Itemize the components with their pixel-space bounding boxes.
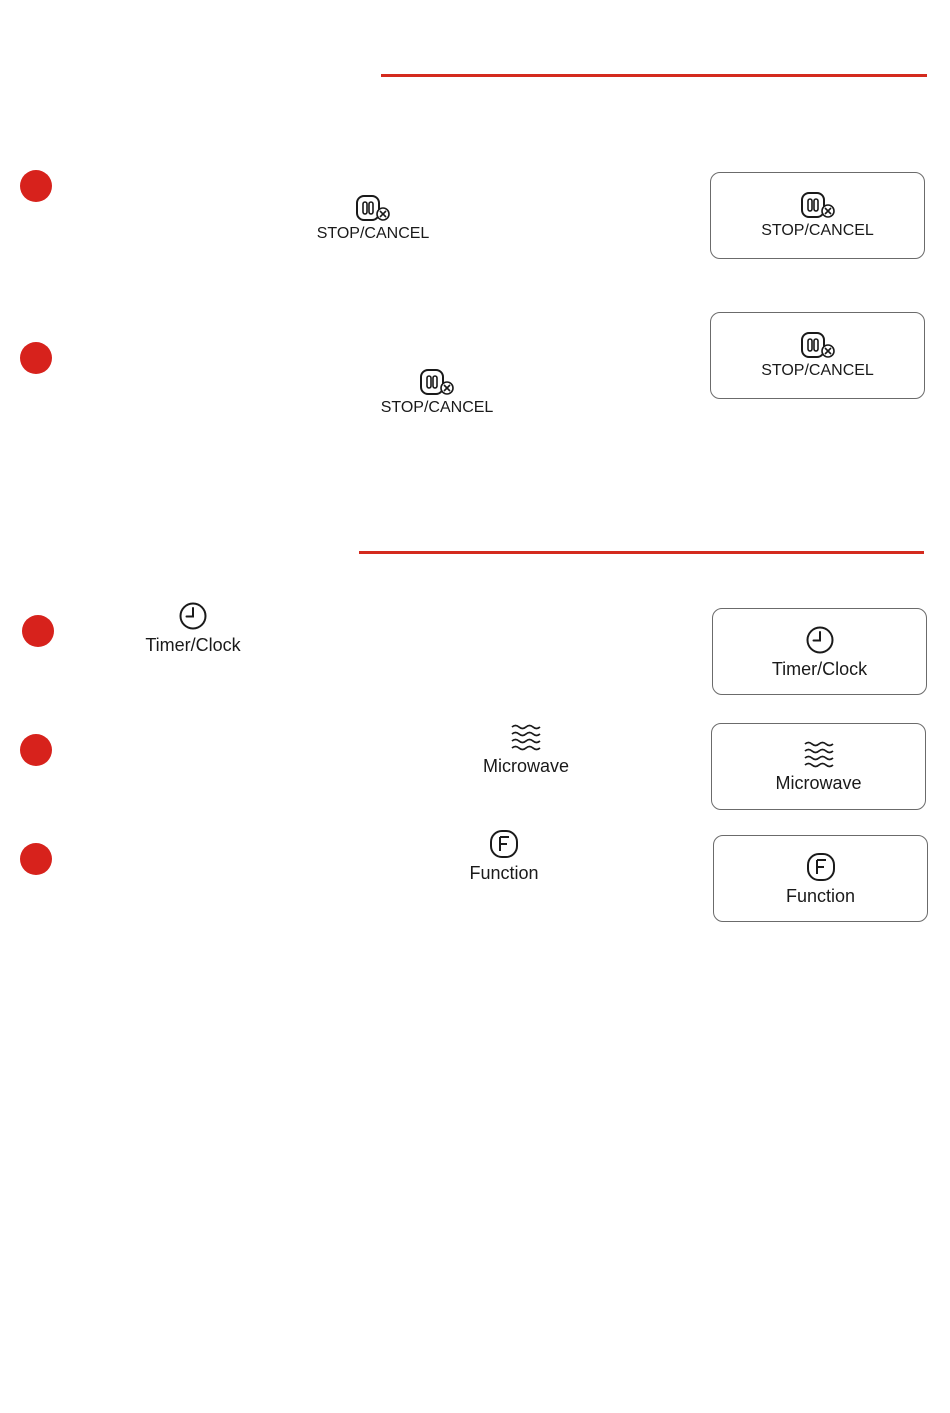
clock-icon xyxy=(805,625,835,655)
microwave-waves-icon xyxy=(510,724,542,752)
function-label: Function xyxy=(469,863,539,883)
stop-cancel-icon xyxy=(355,194,391,222)
stop-cancel-icon xyxy=(800,191,836,219)
section-2-header-rule xyxy=(359,551,924,554)
inline-stop-cancel-key-2 xyxy=(378,368,496,417)
timer-clock-label: Timer/Clock xyxy=(145,635,241,655)
stop-cancel-label: STOP/CANCEL xyxy=(316,225,430,242)
function-f-icon xyxy=(806,852,836,882)
step-marker-2 xyxy=(20,342,52,374)
inline-stop-cancel-key-1 xyxy=(314,194,432,243)
function-f-icon xyxy=(489,829,519,859)
inline-microwave-key xyxy=(466,724,586,776)
stop-cancel-button-label: STOP/CANCEL xyxy=(761,362,874,379)
inline-function-key xyxy=(444,829,564,883)
microwave-label: Microwave xyxy=(482,756,570,776)
inline-timer-clock-key xyxy=(133,601,253,655)
stop-cancel-icon xyxy=(800,331,836,359)
step-marker-5 xyxy=(20,843,52,875)
microwave-button-label: Microwave xyxy=(775,772,862,793)
step-marker-3 xyxy=(22,615,54,647)
microwave-button[interactable] xyxy=(711,723,926,810)
timer-clock-button-label: Timer/Clock xyxy=(771,658,868,679)
stop-cancel-button-2[interactable] xyxy=(710,312,925,399)
stop-cancel-button-1[interactable] xyxy=(710,172,925,259)
microwave-waves-icon xyxy=(803,741,835,769)
timer-clock-button[interactable] xyxy=(712,608,927,695)
section-1-header-rule xyxy=(381,74,927,77)
stop-cancel-button-label: STOP/CANCEL xyxy=(761,222,874,239)
stop-cancel-label: STOP/CANCEL xyxy=(380,399,494,416)
step-marker-4 xyxy=(20,734,52,766)
function-button-label: Function xyxy=(785,885,856,906)
clock-icon xyxy=(178,601,208,631)
step-marker-1 xyxy=(20,170,52,202)
stop-cancel-icon xyxy=(419,368,455,396)
function-button[interactable] xyxy=(713,835,928,922)
